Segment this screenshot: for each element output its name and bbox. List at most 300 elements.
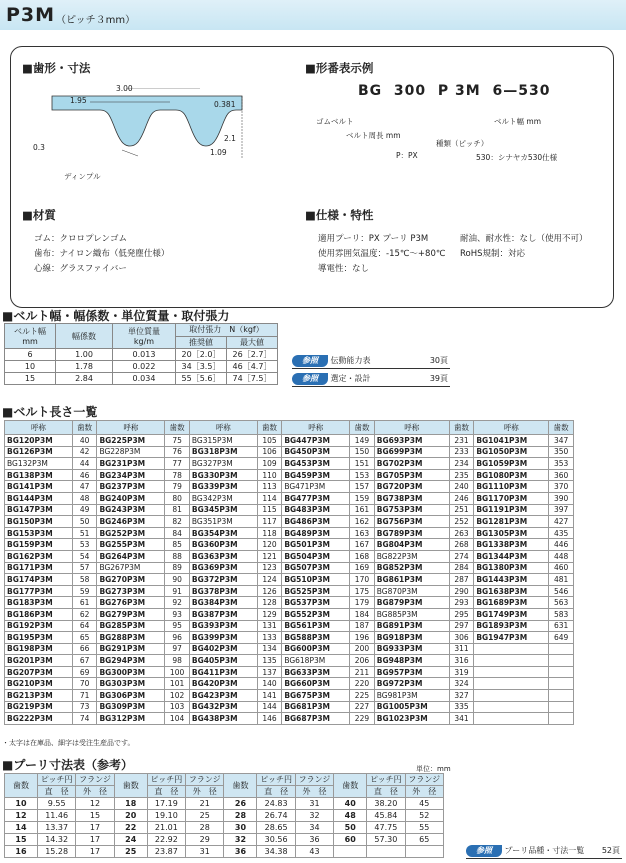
belt-teeth: 246: [449, 492, 474, 504]
belt-name: BG132P3M: [5, 458, 73, 470]
belt-name: BG756P3M: [374, 516, 449, 528]
belt-teeth: 110: [257, 469, 282, 481]
belt-teeth: 157: [350, 481, 375, 493]
belt-teeth: 67: [72, 655, 97, 667]
belt-name: BG195P3M: [5, 632, 73, 644]
belt-name: BG279P3M: [97, 608, 165, 620]
belt-teeth: 311: [449, 643, 474, 655]
table-row: [5, 562, 574, 574]
belt-name: BG891P3M: [374, 620, 449, 632]
belt-name: BG1041P3M: [474, 435, 549, 447]
table-row: 12 11.46 15 20 19.10 25 28 26.74 32 48 45.84 52: [5, 810, 444, 822]
belt-name: BG1281P3M: [474, 516, 549, 528]
belt-name: BG288P3M: [97, 632, 165, 644]
belt-name: BG243P3M: [97, 504, 165, 516]
belt-name: BG804P3M: [374, 539, 449, 551]
col-teeth-header: 歯数: [350, 421, 375, 435]
belt-teeth: 75: [165, 435, 190, 447]
belt-teeth: 225: [350, 690, 375, 702]
table-row: [5, 713, 574, 725]
length-title: ■ベルト長さ一覧: [2, 405, 98, 419]
belt-teeth: 347: [549, 435, 574, 447]
spec-title: ■仕様・特性: [305, 208, 374, 222]
belt-name: BG981P3M: [374, 690, 449, 702]
belt-teeth: 95: [165, 620, 190, 632]
col-name-header: 呼称: [97, 421, 165, 435]
belt-name: BG432P3M: [189, 701, 257, 713]
belt-teeth: 427: [549, 516, 574, 528]
belt-name: BG681P3M: [282, 701, 350, 713]
belt-teeth: 295: [449, 608, 474, 620]
belt-teeth: [549, 701, 574, 713]
table-row: [5, 678, 574, 690]
belt-teeth: 97: [165, 643, 190, 655]
table-row: [5, 655, 574, 667]
table-row: [5, 585, 574, 597]
belt-teeth: [549, 655, 574, 667]
table-row: 10 1.78 0.022 34［3.5］ 46［4.7］: [5, 361, 278, 373]
belt-teeth: [549, 666, 574, 678]
belt-name: BG453P3M: [282, 458, 350, 470]
belt-name: BG354P3M: [189, 527, 257, 539]
belt-teeth: 51: [72, 527, 97, 539]
table-row: [5, 539, 574, 551]
table-row: 10 9.55 12 18 17.19 21 26 24.83 31 40 38.20 45: [5, 798, 444, 810]
belt-name: BG126P3M: [5, 446, 73, 458]
belt-name: BG1338P3M: [474, 539, 549, 551]
belt-teeth: 196: [350, 632, 375, 644]
belt-teeth: 140: [257, 678, 282, 690]
belt-teeth: 84: [165, 527, 190, 539]
belt-teeth: 187: [350, 620, 375, 632]
belt-name: BG525P3M: [282, 585, 350, 597]
belt-name: [474, 655, 549, 667]
belt-name: BG339P3M: [189, 481, 257, 493]
belt-teeth: 397: [549, 504, 574, 516]
col-teeth-header: 歯数: [549, 421, 574, 435]
belt-teeth: 563: [549, 597, 574, 609]
belt-name: BG507P3M: [282, 562, 350, 574]
belt-teeth: 137: [257, 666, 282, 678]
spec-col2: 耐油、耐水性：なし（使用不可） RoHS規制：対応: [460, 234, 588, 259]
belt-name: BG399P3M: [189, 632, 257, 644]
belt-name: BG387P3M: [189, 608, 257, 620]
belt-teeth: 114: [257, 492, 282, 504]
belt-name: BG879P3M: [374, 597, 449, 609]
belt-name: BG1380P3M: [474, 562, 549, 574]
belt-name: BG918P3M: [374, 632, 449, 644]
belt-teeth: 206: [350, 655, 375, 667]
belt-name: BG276P3M: [97, 597, 165, 609]
material-list: ゴム：クロロプレンゴム 歯布：ナイロン織布（低発塵仕様） 心線：グラスファイバー: [34, 234, 170, 274]
belt-name: BG255P3M: [97, 539, 165, 551]
belt-name: BG588P3M: [282, 632, 350, 644]
table-row: [5, 550, 574, 562]
belt-teeth: 128: [257, 597, 282, 609]
dim-109: 1.09: [210, 148, 227, 157]
belt-teeth: 263: [449, 527, 474, 539]
belt-name: BG675P3M: [282, 690, 350, 702]
belt-teeth: 70: [72, 678, 97, 690]
belt-teeth: 546: [549, 585, 574, 597]
belt-name: [474, 690, 549, 702]
belt-name: BG1947P3M: [474, 632, 549, 644]
belt-name: BG342P3M: [189, 492, 257, 504]
belt-teeth: 76: [165, 446, 190, 458]
belt-teeth: 85: [165, 539, 190, 551]
belt-name: BG141P3M: [5, 481, 73, 493]
col-teeth-header: 歯数: [72, 421, 97, 435]
belt-name: BG486P3M: [282, 516, 350, 528]
belt-teeth: 40: [72, 435, 97, 447]
belt-name: BG699P3M: [374, 446, 449, 458]
belt-name: [474, 666, 549, 678]
belt-teeth: 77: [165, 458, 190, 470]
belt-name: BG1344P3M: [474, 550, 549, 562]
belt-name: BG192P3M: [5, 620, 73, 632]
belt-teeth: [549, 678, 574, 690]
belt-teeth: 126: [257, 585, 282, 597]
belt-teeth: 59: [72, 585, 97, 597]
belt-teeth: 46: [72, 469, 97, 481]
belt-teeth: 341: [449, 713, 474, 725]
belt-name: BG252P3M: [97, 527, 165, 539]
belt-teeth: 481: [549, 574, 574, 586]
belt-teeth: 57: [72, 562, 97, 574]
belt-teeth: 252: [449, 516, 474, 528]
belt-teeth: 179: [350, 597, 375, 609]
belt-teeth: 133: [257, 632, 282, 644]
belt-name: BG600P3M: [282, 643, 350, 655]
belt-teeth: 251: [449, 504, 474, 516]
belt-name: BG633P3M: [282, 666, 350, 678]
dim-0381: 0.381: [214, 100, 236, 109]
belt-name: BG957P3M: [374, 666, 449, 678]
belt-teeth: 184: [350, 608, 375, 620]
belt-name: BG306P3M: [97, 690, 165, 702]
belt-name: BG162P3M: [5, 550, 73, 562]
belt-teeth: 90: [165, 574, 190, 586]
belt-name: BG267P3M: [97, 562, 165, 574]
belt-teeth: 446: [549, 539, 574, 551]
belt-name: BG618P3M: [282, 655, 350, 667]
col-name-header: 呼称: [282, 421, 350, 435]
belt-teeth: 169: [350, 562, 375, 574]
belt-teeth: 293: [449, 597, 474, 609]
reference-icon: 参照: [466, 845, 502, 857]
belt-teeth: 233: [449, 446, 474, 458]
belt-teeth: 129: [257, 608, 282, 620]
belt-name: BG870P3M: [374, 585, 449, 597]
belt-teeth: 61: [72, 597, 97, 609]
belt-teeth: 135: [257, 655, 282, 667]
belt-teeth: 100: [165, 666, 190, 678]
belt-name: BG150P3M: [5, 516, 73, 528]
belt-name: BG144P3M: [5, 492, 73, 504]
belt-teeth: 109: [257, 458, 282, 470]
belt-teeth: 101: [165, 678, 190, 690]
belt-teeth: 91: [165, 585, 190, 597]
table-row: [5, 574, 574, 586]
belt-teeth: 66: [72, 643, 97, 655]
belt-name: BG852P3M: [374, 562, 449, 574]
belt-name: BG471P3M: [282, 481, 350, 493]
belt-teeth: 150: [350, 446, 375, 458]
belt-name: BG477P3M: [282, 492, 350, 504]
col-teeth-header: 歯数: [257, 421, 282, 435]
belt-teeth: 335: [449, 701, 474, 713]
belt-name: BG885P3M: [374, 608, 449, 620]
belt-name: BG360P3M: [189, 539, 257, 551]
belt-name: BG1080P3M: [474, 469, 549, 481]
belt-teeth: 175: [350, 585, 375, 597]
belt-teeth: 211: [350, 666, 375, 678]
belt-teeth: 54: [72, 550, 97, 562]
table-row: 15 2.84 0.034 55［5.6］ 74［7.5］: [5, 373, 278, 385]
belt-teeth: 71: [72, 690, 97, 702]
belt-name: BG660P3M: [282, 678, 350, 690]
belt-name: BG234P3M: [97, 469, 165, 481]
dim-21: 2.1: [224, 134, 236, 143]
table-row: [5, 516, 574, 528]
belt-teeth: 65: [72, 632, 97, 644]
belt-name: BG300P3M: [97, 666, 165, 678]
dimple-label: ディンプル: [64, 172, 101, 181]
belt-teeth: 82: [165, 516, 190, 528]
belt-teeth: 220: [350, 678, 375, 690]
belt-name: BG423P3M: [189, 690, 257, 702]
belt-teeth: 167: [350, 539, 375, 551]
belt-teeth: 93: [165, 608, 190, 620]
belt-name: BG402P3M: [189, 643, 257, 655]
belt-teeth: 80: [165, 492, 190, 504]
belt-name: BG693P3M: [374, 435, 449, 447]
belt-teeth: [549, 643, 574, 655]
belt-name: BG231P3M: [97, 458, 165, 470]
belt-name: BG153P3M: [5, 527, 73, 539]
belt-name: BG312P3M: [97, 713, 165, 725]
belt-name: BG294P3M: [97, 655, 165, 667]
belt-teeth: 319: [449, 666, 474, 678]
page-title: P3M: [6, 4, 56, 26]
belt-teeth: 235: [449, 469, 474, 481]
belt-name: BG861P3M: [374, 574, 449, 586]
belt-teeth: 153: [350, 469, 375, 481]
belt-teeth: 78: [165, 469, 190, 481]
belt-name: BG351P3M: [189, 516, 257, 528]
col-teeth-header: 歯数: [449, 421, 474, 435]
belt-teeth: 58: [72, 574, 97, 586]
belt-teeth: 163: [350, 527, 375, 539]
belt-name: BG210P3M: [5, 678, 73, 690]
dim-195: 1.95: [70, 96, 87, 105]
belt-teeth: 98: [165, 655, 190, 667]
belt-teeth: 306: [449, 632, 474, 644]
belt-name: BG138P3M: [5, 469, 73, 481]
belt-name: BG447P3M: [282, 435, 350, 447]
belt-name: BG537P3M: [282, 597, 350, 609]
table-row: [5, 446, 574, 458]
page-subtitle: （ピッチ３mm）: [56, 15, 136, 26]
belt-teeth: 49: [72, 504, 97, 516]
belt-teeth: 115: [257, 504, 282, 516]
belt-teeth: 229: [350, 713, 375, 725]
belt-teeth: 88: [165, 550, 190, 562]
belt-name: BG159P3M: [5, 539, 73, 551]
belt-name: BG270P3M: [97, 574, 165, 586]
belt-name: BG420P3M: [189, 678, 257, 690]
belt-name: BG207P3M: [5, 666, 73, 678]
belt-teeth: [549, 690, 574, 702]
belt-teeth: 134: [257, 643, 282, 655]
belt-name: BG705P3M: [374, 469, 449, 481]
belt-name: BG1638P3M: [474, 585, 549, 597]
belt-name: BG393P3M: [189, 620, 257, 632]
belt-teeth: 370: [549, 481, 574, 493]
belt-name: BG933P3M: [374, 643, 449, 655]
belt-teeth: 231: [449, 435, 474, 447]
table-row: [5, 597, 574, 609]
belt-teeth: 350: [549, 446, 574, 458]
belt-teeth: 53: [72, 539, 97, 551]
belt-teeth: 74: [72, 713, 97, 725]
belt-name: BG345P3M: [189, 504, 257, 516]
table-row: [5, 458, 574, 470]
belt-name: BG309P3M: [97, 701, 165, 713]
belt-name: BG483P3M: [282, 504, 350, 516]
belt-teeth: 79: [165, 481, 190, 493]
ref-pulley-link[interactable]: 参照 プーリ品種・寸法一覧 52頁: [466, 845, 622, 859]
belt-name: BG1689P3M: [474, 597, 549, 609]
table-row: [5, 608, 574, 620]
belt-teeth: 102: [165, 690, 190, 702]
col-name-header: 呼称: [474, 421, 549, 435]
belt-name: BG369P3M: [189, 562, 257, 574]
belt-teeth: 103: [165, 701, 190, 713]
belt-teeth: 118: [257, 527, 282, 539]
table-row: 14 13.37 17 22 21.01 28 30 28.65 34 50 47.75 55: [5, 822, 444, 834]
belt-teeth: 47: [72, 481, 97, 493]
profile-title: ■歯形・寸法: [22, 61, 91, 75]
belt-teeth: 649: [549, 632, 574, 644]
belt-name: BG789P3M: [374, 527, 449, 539]
dim-pitch: 3.00: [116, 84, 133, 93]
designation-title: ■形番表示例: [305, 61, 374, 75]
belt-teeth: 105: [257, 435, 282, 447]
belt-name: BG363P3M: [189, 550, 257, 562]
belt-teeth: 240: [449, 481, 474, 493]
note-type: 種類（ピッチ）: [436, 139, 489, 148]
belt-name: [474, 643, 549, 655]
belt-teeth: 268: [449, 539, 474, 551]
belt-teeth: 92: [165, 597, 190, 609]
belt-name: BG738P3M: [374, 492, 449, 504]
belt-teeth: 50: [72, 516, 97, 528]
belt-teeth: [549, 713, 574, 725]
belt-teeth: 170: [350, 574, 375, 586]
belt-name: BG237P3M: [97, 481, 165, 493]
belt-name: BG702P3M: [374, 458, 449, 470]
belt-teeth: 200: [350, 643, 375, 655]
length-table: [4, 420, 574, 725]
belt-teeth: 227: [350, 701, 375, 713]
belt-name: BG1443P3M: [474, 574, 549, 586]
belt-teeth: 161: [350, 504, 375, 516]
col-teeth-header: 歯数: [165, 421, 190, 435]
belt-name: BG1023P3M: [374, 713, 449, 725]
belt-name: BG372P3M: [189, 574, 257, 586]
belt-name: BG201P3M: [5, 655, 73, 667]
belt-teeth: 96: [165, 632, 190, 644]
spec-col1: 適用プーリ：PX プーリ P3M 使用雰囲気温度：-15℃～+80℃ 導電性：なし: [318, 234, 446, 274]
belt-teeth: 360: [549, 469, 574, 481]
belt-name: BG501P3M: [282, 539, 350, 551]
table-row: [5, 690, 574, 702]
belt-name: BG1305P3M: [474, 527, 549, 539]
belt-teeth: 144: [257, 701, 282, 713]
belt-name: BG1170P3M: [474, 492, 549, 504]
belt-teeth: 44: [72, 458, 97, 470]
belt-name: BG222P3M: [5, 713, 73, 725]
table-row: [5, 527, 574, 539]
belt-name: BG183P3M: [5, 597, 73, 609]
belt-teeth: 73: [72, 701, 97, 713]
belt-teeth: 297: [449, 620, 474, 632]
belt-name: BG147P3M: [5, 504, 73, 516]
belt-teeth: 159: [350, 492, 375, 504]
belt-name: BG822P3M: [374, 550, 449, 562]
belt-name: BG228P3M: [97, 446, 165, 458]
table-row: 15 14.32 17 24 22.92 29 32 30.56 36 60 57.30 65: [5, 834, 444, 846]
width-table: ベルト幅 mm 幅係数 単位質量 kg/m 取付張力 N（kgf） 推奨値 最大値 6 1.00 0.013 20［2.0］ 26［2.7］ 10 1.78 0.022 34［3.5］ 46［4.7］ 15 2.84 0.034 55［5.6］ 74［7.5］: [4, 323, 278, 385]
note-length: ベルト周長 mm: [346, 131, 401, 140]
belt-teeth: 234: [449, 458, 474, 470]
col-name-header: 呼称: [374, 421, 449, 435]
belt-name: BG405P3M: [189, 655, 257, 667]
belt-name: BG1893P3M: [474, 620, 549, 632]
ref-selection-link[interactable]: 参照 選定・設計 39頁: [292, 373, 450, 387]
belt-teeth: 390: [549, 492, 574, 504]
belt-name: BG489P3M: [282, 527, 350, 539]
belt-teeth: 141: [257, 690, 282, 702]
belt-teeth: 316: [449, 655, 474, 667]
belt-name: BG219P3M: [5, 701, 73, 713]
belt-teeth: 448: [549, 550, 574, 562]
belt-name: BG687P3M: [282, 713, 350, 725]
belt-name: BG1110P3M: [474, 481, 549, 493]
belt-name: BG303P3M: [97, 678, 165, 690]
belt-teeth: 149: [350, 435, 375, 447]
belt-name: BG510P3M: [282, 574, 350, 586]
belt-name: BG1191P3M: [474, 504, 549, 516]
ref-transmission-link[interactable]: 参照 伝動能力表 30頁: [292, 355, 450, 369]
belt-name: BG213P3M: [5, 690, 73, 702]
belt-name: BG225P3M: [97, 435, 165, 447]
table-row: [5, 632, 574, 644]
belt-name: BG291P3M: [97, 643, 165, 655]
belt-name: BG948P3M: [374, 655, 449, 667]
belt-name: BG264P3M: [97, 550, 165, 562]
belt-teeth: 113: [257, 481, 282, 493]
dim-03: 0.3: [33, 143, 45, 152]
table-row: [5, 481, 574, 493]
table-row: [5, 620, 574, 632]
belt-name: BG561P3M: [282, 620, 350, 632]
belt-teeth: 123: [257, 562, 282, 574]
table-row: [5, 492, 574, 504]
belt-teeth: 162: [350, 516, 375, 528]
table-row: [5, 469, 574, 481]
